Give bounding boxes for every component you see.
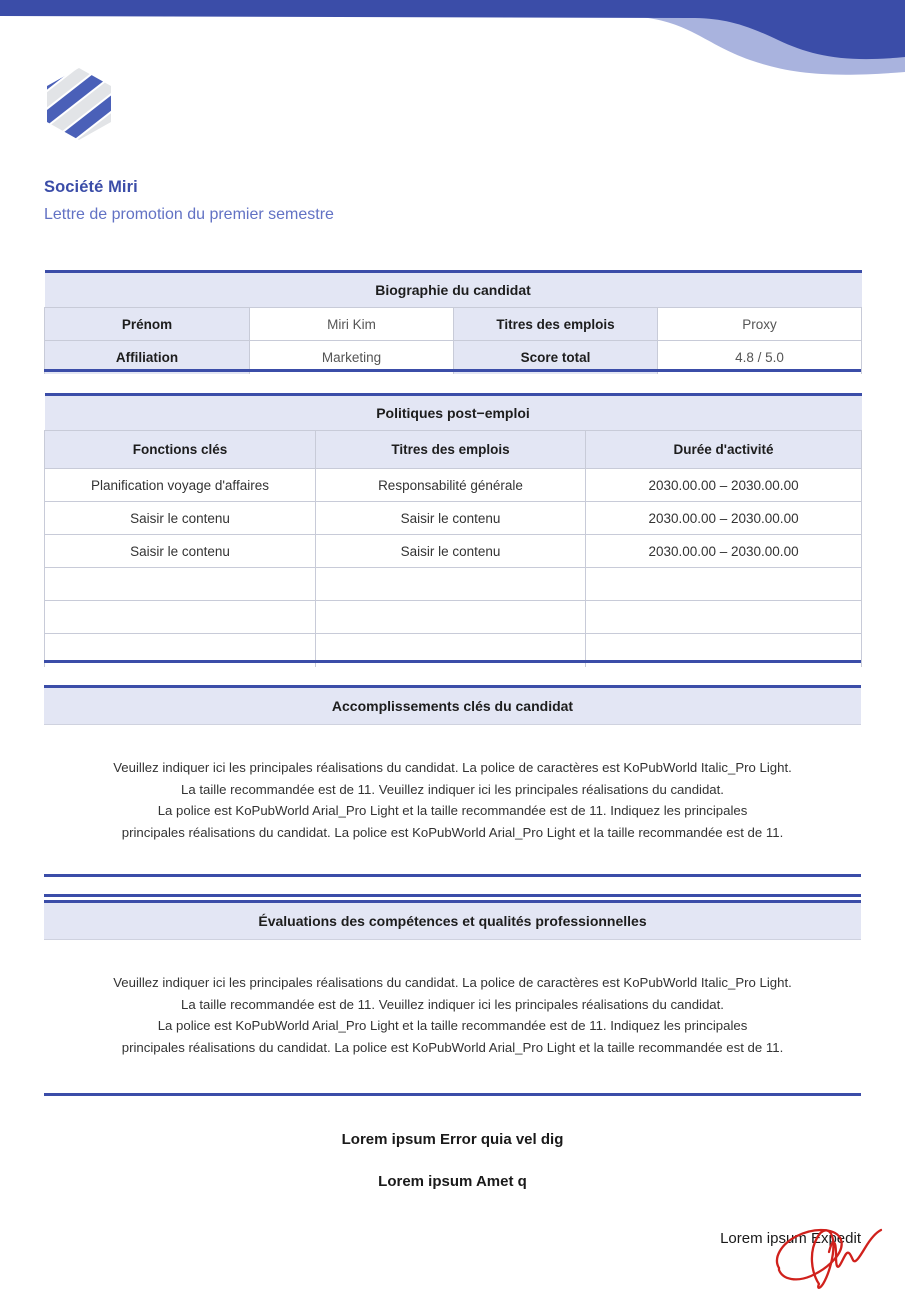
signer-name: Lorem ipsum Expedit <box>720 1230 861 1247</box>
body-line: principales réalisations du candidat. La police est KoPubWorld Arial_Pro Light et la taille recommandée est de 11. <box>121 1039 784 1055</box>
policy-cell[interactable]: Saisir le contenu <box>45 502 316 535</box>
policy-cell[interactable]: Saisir le contenu <box>45 535 316 568</box>
bio-value-affiliation[interactable]: Marketing <box>250 341 454 374</box>
policy-cell[interactable]: 2030.00.00 – 2030.00.00 <box>586 469 862 502</box>
policy-cell-empty[interactable] <box>586 601 862 634</box>
bio-value-score[interactable]: 4.8 / 5.0 <box>658 341 862 374</box>
table-row <box>45 308 862 341</box>
policy-table <box>44 393 862 667</box>
table-row <box>45 568 862 601</box>
table-header-row <box>45 431 862 469</box>
body-line: Veuillez indiquer ici les principales réalisations du candidat. La police de caractères est KoPubWorld Italic_Pro Light. <box>113 975 792 990</box>
evaluations-section-header <box>44 900 861 940</box>
body-line: La taille recommandée est de 11. Veuillez indiquer ici les principales réalisations du candidat. <box>181 996 724 1012</box>
table-caption-row <box>45 272 862 308</box>
signature-row <box>0 1222 905 1312</box>
evaluations-body <box>44 972 861 1058</box>
hexagon-stripes-logo <box>44 67 114 141</box>
body-line: Veuillez indiquer ici les principales réalisations du candidat. La police de caractères est KoPubWorld Italic_Pro Light. <box>113 760 792 775</box>
title-block <box>44 176 644 227</box>
biography-table-caption: Biographie du candidat <box>45 272 862 308</box>
bio-label-affiliation: Affiliation <box>45 341 250 374</box>
policy-header-fonctions: Fonctions clés <box>45 431 316 469</box>
policy-cell-empty[interactable] <box>45 601 316 634</box>
section-divider-upper <box>44 874 861 877</box>
handwritten-signature-icon <box>767 1200 887 1300</box>
footer-divider <box>44 1093 861 1096</box>
policy-header-titres: Titres des emplois <box>316 431 586 469</box>
policy-cell-empty[interactable] <box>45 568 316 601</box>
accomplishments-body <box>44 757 861 843</box>
policy-cell[interactable]: Responsabilité générale <box>316 469 586 502</box>
policy-cell[interactable]: Saisir le contenu <box>316 502 586 535</box>
body-line: La police est KoPubWorld Arial_Pro Light et la taille recommandée est de 11. Indiquez les principales <box>157 1018 748 1033</box>
bio-label-score: Score total <box>454 341 658 374</box>
table-row <box>45 469 862 502</box>
footer-line-1: Lorem ipsum Error quia vel dig <box>341 1131 564 1148</box>
company-name: Société Miri <box>44 178 138 196</box>
policy-cell-empty[interactable] <box>586 568 862 601</box>
bio-label-titres: Titres des emplois <box>454 308 658 341</box>
biography-table-bottom-rule <box>44 369 861 372</box>
body-line: principales réalisations du candidat. La police est KoPubWorld Arial_Pro Light et la taille recommandée est de 11. <box>121 824 784 840</box>
accomplishments-section-header <box>44 685 861 725</box>
footer-block <box>0 1120 905 1247</box>
table-row <box>45 535 862 568</box>
policy-cell[interactable]: Planification voyage d'affaires <box>45 469 316 502</box>
table-caption-row <box>45 395 862 431</box>
section-divider-lower <box>44 894 861 897</box>
body-line: La police est KoPubWorld Arial_Pro Light et la taille recommandée est de 11. Indiquez les principales <box>157 803 748 818</box>
bio-value-titres[interactable]: Proxy <box>658 308 862 341</box>
policy-table-caption: Politiques post−emploi <box>45 395 862 431</box>
policy-cell[interactable]: Saisir le contenu <box>316 535 586 568</box>
evaluations-heading: Évaluations des compétences et qualités professionnelles <box>258 913 647 929</box>
document-subtitle: Lettre de promotion du premier semestre <box>44 205 334 223</box>
table-row <box>45 502 862 535</box>
policy-header-duree: Durée d'activité <box>586 431 862 469</box>
policy-cell-empty[interactable] <box>316 601 586 634</box>
accomplishments-heading: Accomplissements clés du candidat <box>331 698 574 714</box>
policy-cell-empty[interactable] <box>316 568 586 601</box>
body-line: La taille recommandée est de 11. Veuillez indiquer ici les principales réalisations du candidat. <box>181 781 724 797</box>
policy-cell[interactable]: 2030.00.00 – 2030.00.00 <box>586 502 862 535</box>
biography-table <box>44 270 862 374</box>
header-wave-decoration <box>0 0 905 90</box>
policy-cell[interactable]: 2030.00.00 – 2030.00.00 <box>586 535 862 568</box>
bio-value-prenom[interactable]: Miri Kim <box>250 308 454 341</box>
policy-table-bottom-rule <box>44 660 861 663</box>
table-row <box>45 601 862 634</box>
bio-label-prenom: Prénom <box>45 308 250 341</box>
footer-line-2: Lorem ipsum Amet q <box>378 1172 527 1190</box>
